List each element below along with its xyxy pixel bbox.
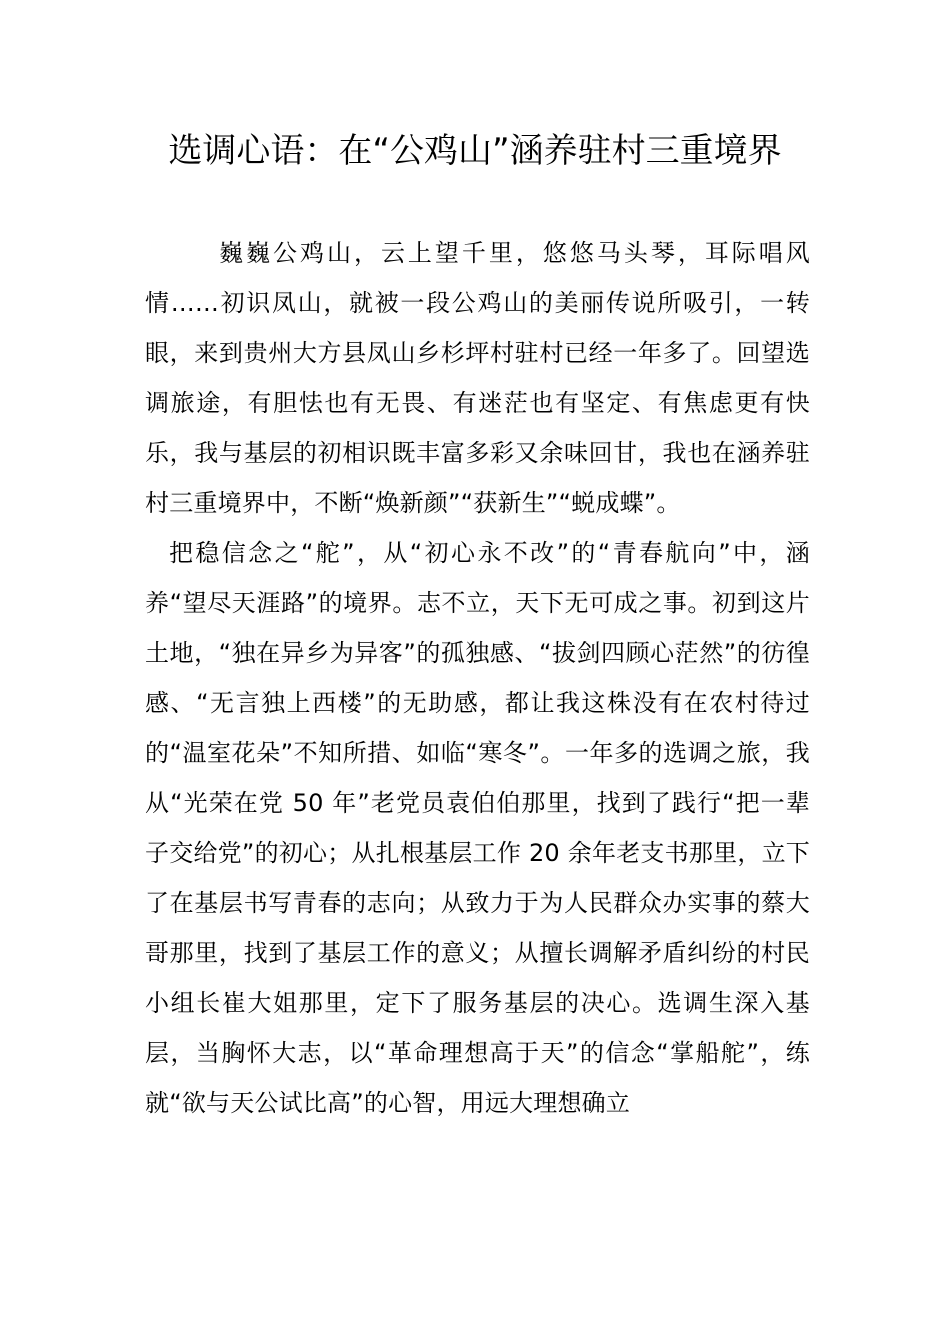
paragraph-intro: 巍巍公鸡山，云上望千里，悠悠马头琴，耳际唱风情……初识凤山，就被一段公鸡山的美丽传说所吸引，一转眼，来到贵州大方县凤山乡杉坪村驻村已经一年多了。回望选调旅途，有胆怯也有无畏、有迷茫也有坚定、有焦虑更有快乐，我与基层的初相识既丰富多彩又余味回甘，我也在涵养驻村三重境界中，不断“焕新颜”“获新生”“蜕成蝶”。 [145, 239, 810, 517]
paragraph-section-1: 把稳信念之“舵”，从“初心永不改”的“青春航向”中，涵养“望尽天涯路”的境界。志不立，天下无可成之事。初到这片土地，“独在异乡为异客”的孤独感、“拔剑四顾心茫然”的彷徨感、“无言独上西楼”的无助感，都让我这株没有在农村待过的“温室花朵”不知所措、如临“寒冬”。一年多的选调之旅，我从“光荣在党 50 年”老党员袁伯伯那里，找到了践行“把一辈子交给党”的初心；从扎根基层工作 20 余年老支书那里，立下了在基层书写青春的志向；从致力于为人民群众办实事的蔡大哥那里，找到了基层工作的意义；从擅长调解矛盾纠纷的村民小组长崔大姐那里，定下了服务基层的决心。选调生深入基层，当胸怀大志，以“革命理想高于天”的信念“掌船舵”，练就“欲与天公试比高”的心智，用远大理想确立 [145, 539, 810, 1117]
document-title: 选调心语：在“公鸡山”涵养驻村三重境界 [168, 131, 782, 171]
document-body [145, 228, 810, 1128]
